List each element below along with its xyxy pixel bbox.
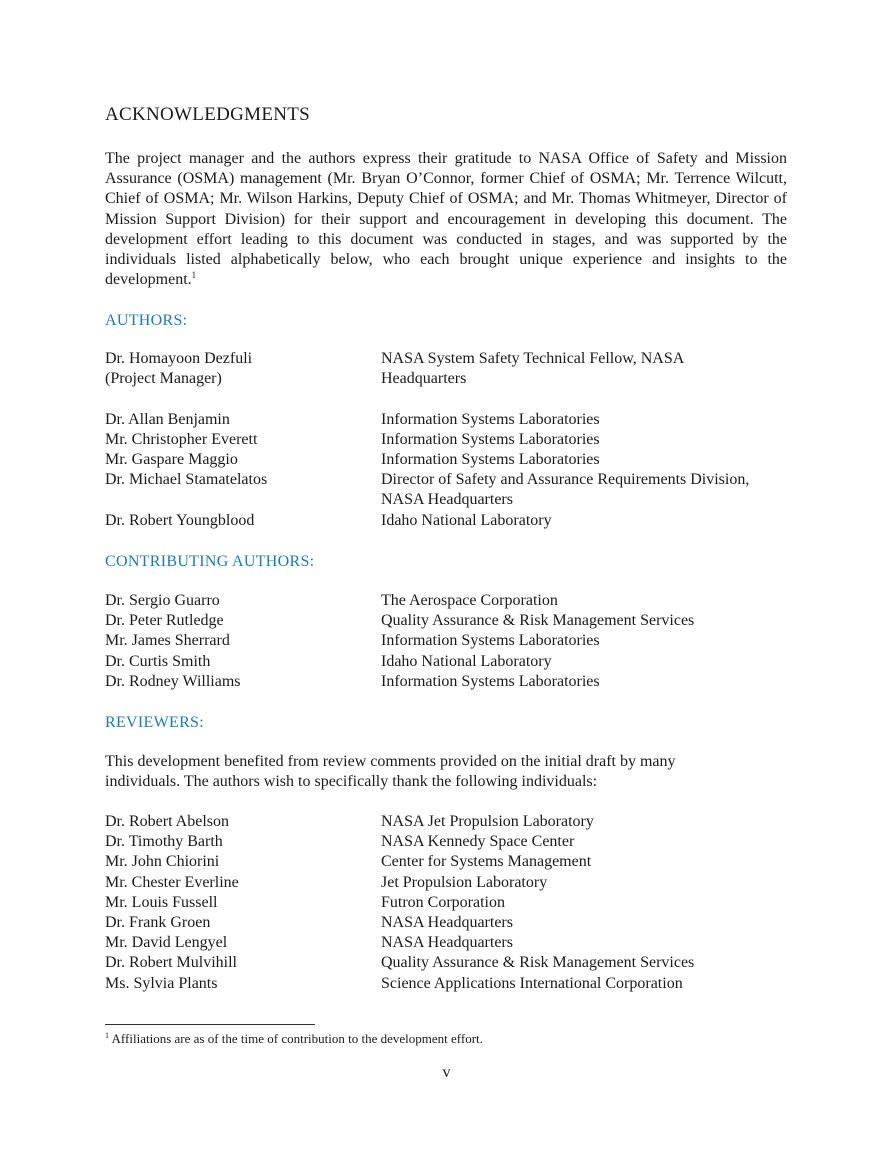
- person-affiliation: Jet Propulsion Laboratory: [381, 873, 548, 891]
- person-affiliation: Idaho National Laboratory: [381, 652, 552, 670]
- list-item: [105, 873, 795, 893]
- person-name: Dr. Michael Stamatelatos: [105, 471, 268, 489]
- list-item: [105, 430, 795, 450]
- list-item: [105, 511, 795, 531]
- person-affiliation: Center for Systems Management: [381, 853, 592, 871]
- person-name: Ms. Sylvia Plants: [105, 974, 218, 992]
- person-affiliation: Quality Assurance & Risk Management Services: [381, 954, 695, 972]
- person-affiliation: NASA Jet Propulsion Laboratory: [381, 813, 594, 830]
- person-affiliation: Quality Assurance & Risk Management Services: [381, 612, 695, 630]
- person-name: Dr. Robert Mulvihill: [105, 954, 237, 972]
- person-name: Dr. Rodney Williams: [105, 672, 241, 690]
- list-item: [105, 450, 795, 470]
- person-name: Mr. Gaspare Maggio: [105, 451, 238, 468]
- person-name: Mr. John Chiorini: [105, 853, 220, 871]
- person-name: Mr. James Sherrard: [105, 632, 230, 650]
- person-affiliation-cont: NASA Headquarters: [381, 491, 513, 509]
- reviewers-heading: REVIEWERS:: [105, 714, 204, 731]
- list-item: [105, 974, 795, 994]
- person-name: Dr. Robert Abelson: [105, 813, 229, 830]
- list-item: [105, 852, 795, 872]
- person-name: Dr. Timothy Barth: [105, 833, 223, 851]
- footnote-number: 1: [105, 1031, 109, 1040]
- person-name: Dr. Allan Benjamin: [105, 410, 230, 428]
- list-item: [105, 913, 795, 933]
- author-lead-row-2: [105, 369, 795, 389]
- list-item: [105, 591, 795, 611]
- intro-paragraph: [105, 149, 787, 290]
- person-affiliation: NASA Headquarters: [381, 914, 513, 932]
- person-affiliation: NASA Kennedy Space Center: [381, 833, 575, 851]
- person-name: Dr. Robert Youngblood: [105, 511, 255, 529]
- person-affiliation: Director of Safety and Assurance Requirements Division,: [381, 471, 750, 489]
- list-item: [105, 893, 795, 913]
- person-affiliation: Information Systems Laboratories: [381, 672, 600, 690]
- person-name: Mr. David Lengyel: [105, 934, 228, 952]
- footnote-text: Affiliations are as of the time of contribution to the development effort.: [111, 1031, 483, 1046]
- person-name: Mr. Chester Everline: [105, 873, 239, 891]
- person-affiliation: Information Systems Laboratories: [381, 410, 600, 428]
- person-name: Mr. Louis Fussell: [105, 893, 218, 911]
- list-item: [105, 812, 795, 832]
- page-number: v: [442, 1064, 451, 1081]
- list-item: [105, 611, 795, 631]
- person-affiliation: Information Systems Laboratories: [381, 632, 600, 650]
- list-item: [105, 672, 795, 692]
- person-affiliation: NASA Headquarters: [381, 934, 513, 952]
- author-lead-row: [105, 349, 795, 369]
- list-item-cont: [105, 490, 795, 510]
- person-name: Dr. Homayoon Dezfuli: [105, 350, 253, 367]
- list-item: [105, 953, 795, 973]
- page-title: ACKNOWLEDGMENTS: [105, 104, 311, 125]
- footnote: [105, 1031, 483, 1047]
- list-item: [105, 832, 795, 852]
- contributing-authors-heading: CONTRIBUTING AUTHORS:: [105, 553, 315, 570]
- contributing-authors-list: [105, 591, 795, 692]
- footnote-ref: 1: [191, 270, 197, 281]
- reviewers-intro-line: individuals. The authors wish to specifically thank the following individuals:: [105, 773, 598, 791]
- list-item: [105, 933, 795, 953]
- person-affiliation: Idaho National Laboratory: [381, 511, 552, 529]
- person-affiliation-cont: Headquarters: [381, 370, 467, 388]
- person-name: Dr. Frank Groen: [105, 914, 211, 932]
- authors-heading: AUTHORS:: [105, 312, 188, 329]
- person-affiliation: Futron Corporation: [381, 893, 505, 911]
- list-item: [105, 470, 795, 490]
- authors-list: [105, 349, 795, 531]
- list-item: [105, 631, 795, 651]
- reviewers-list: [105, 812, 795, 994]
- reviewers-intro: [105, 752, 765, 792]
- intro-text: The project manager and the authors express their gratitude to NASA Office of Safety and Mission Assurance (OSMA) management (Mr. Bryan O’Connor, former Chief of OSMA; Mr. Terrence Wilcutt, Chief of OSMA; Mr. Wilson Harkins, Deputy Chief of OSMA; and Mr. Thomas Whitmeyer, Director of Mission Support Division) for their support and encouragement in developing this document. The development effort leading to this document was conducted in stages, and was supported by the individuals listed alphabetically below, who each brought unique experience and insights to the development.: [105, 150, 787, 289]
- person-role: (Project Manager): [105, 370, 222, 388]
- reviewers-intro-line: This development benefited from review comments provided on the initial draft by many: [105, 753, 676, 770]
- person-affiliation: The Aerospace Corporation: [381, 592, 558, 609]
- person-affiliation: Information Systems Laboratories: [381, 451, 600, 468]
- list-item: [105, 410, 795, 430]
- list-item: [105, 652, 795, 672]
- person-name: Mr. Christopher Everett: [105, 430, 258, 448]
- person-affiliation: Information Systems Laboratories: [381, 430, 600, 448]
- person-affiliation: NASA System Safety Technical Fellow, NASA: [381, 350, 685, 367]
- person-name: Dr. Curtis Smith: [105, 652, 211, 670]
- person-name: Dr. Sergio Guarro: [105, 592, 220, 609]
- person-name: Dr. Peter Rutledge: [105, 612, 224, 630]
- footnote-divider: [105, 1024, 315, 1025]
- person-affiliation: Science Applications International Corporation: [381, 974, 683, 992]
